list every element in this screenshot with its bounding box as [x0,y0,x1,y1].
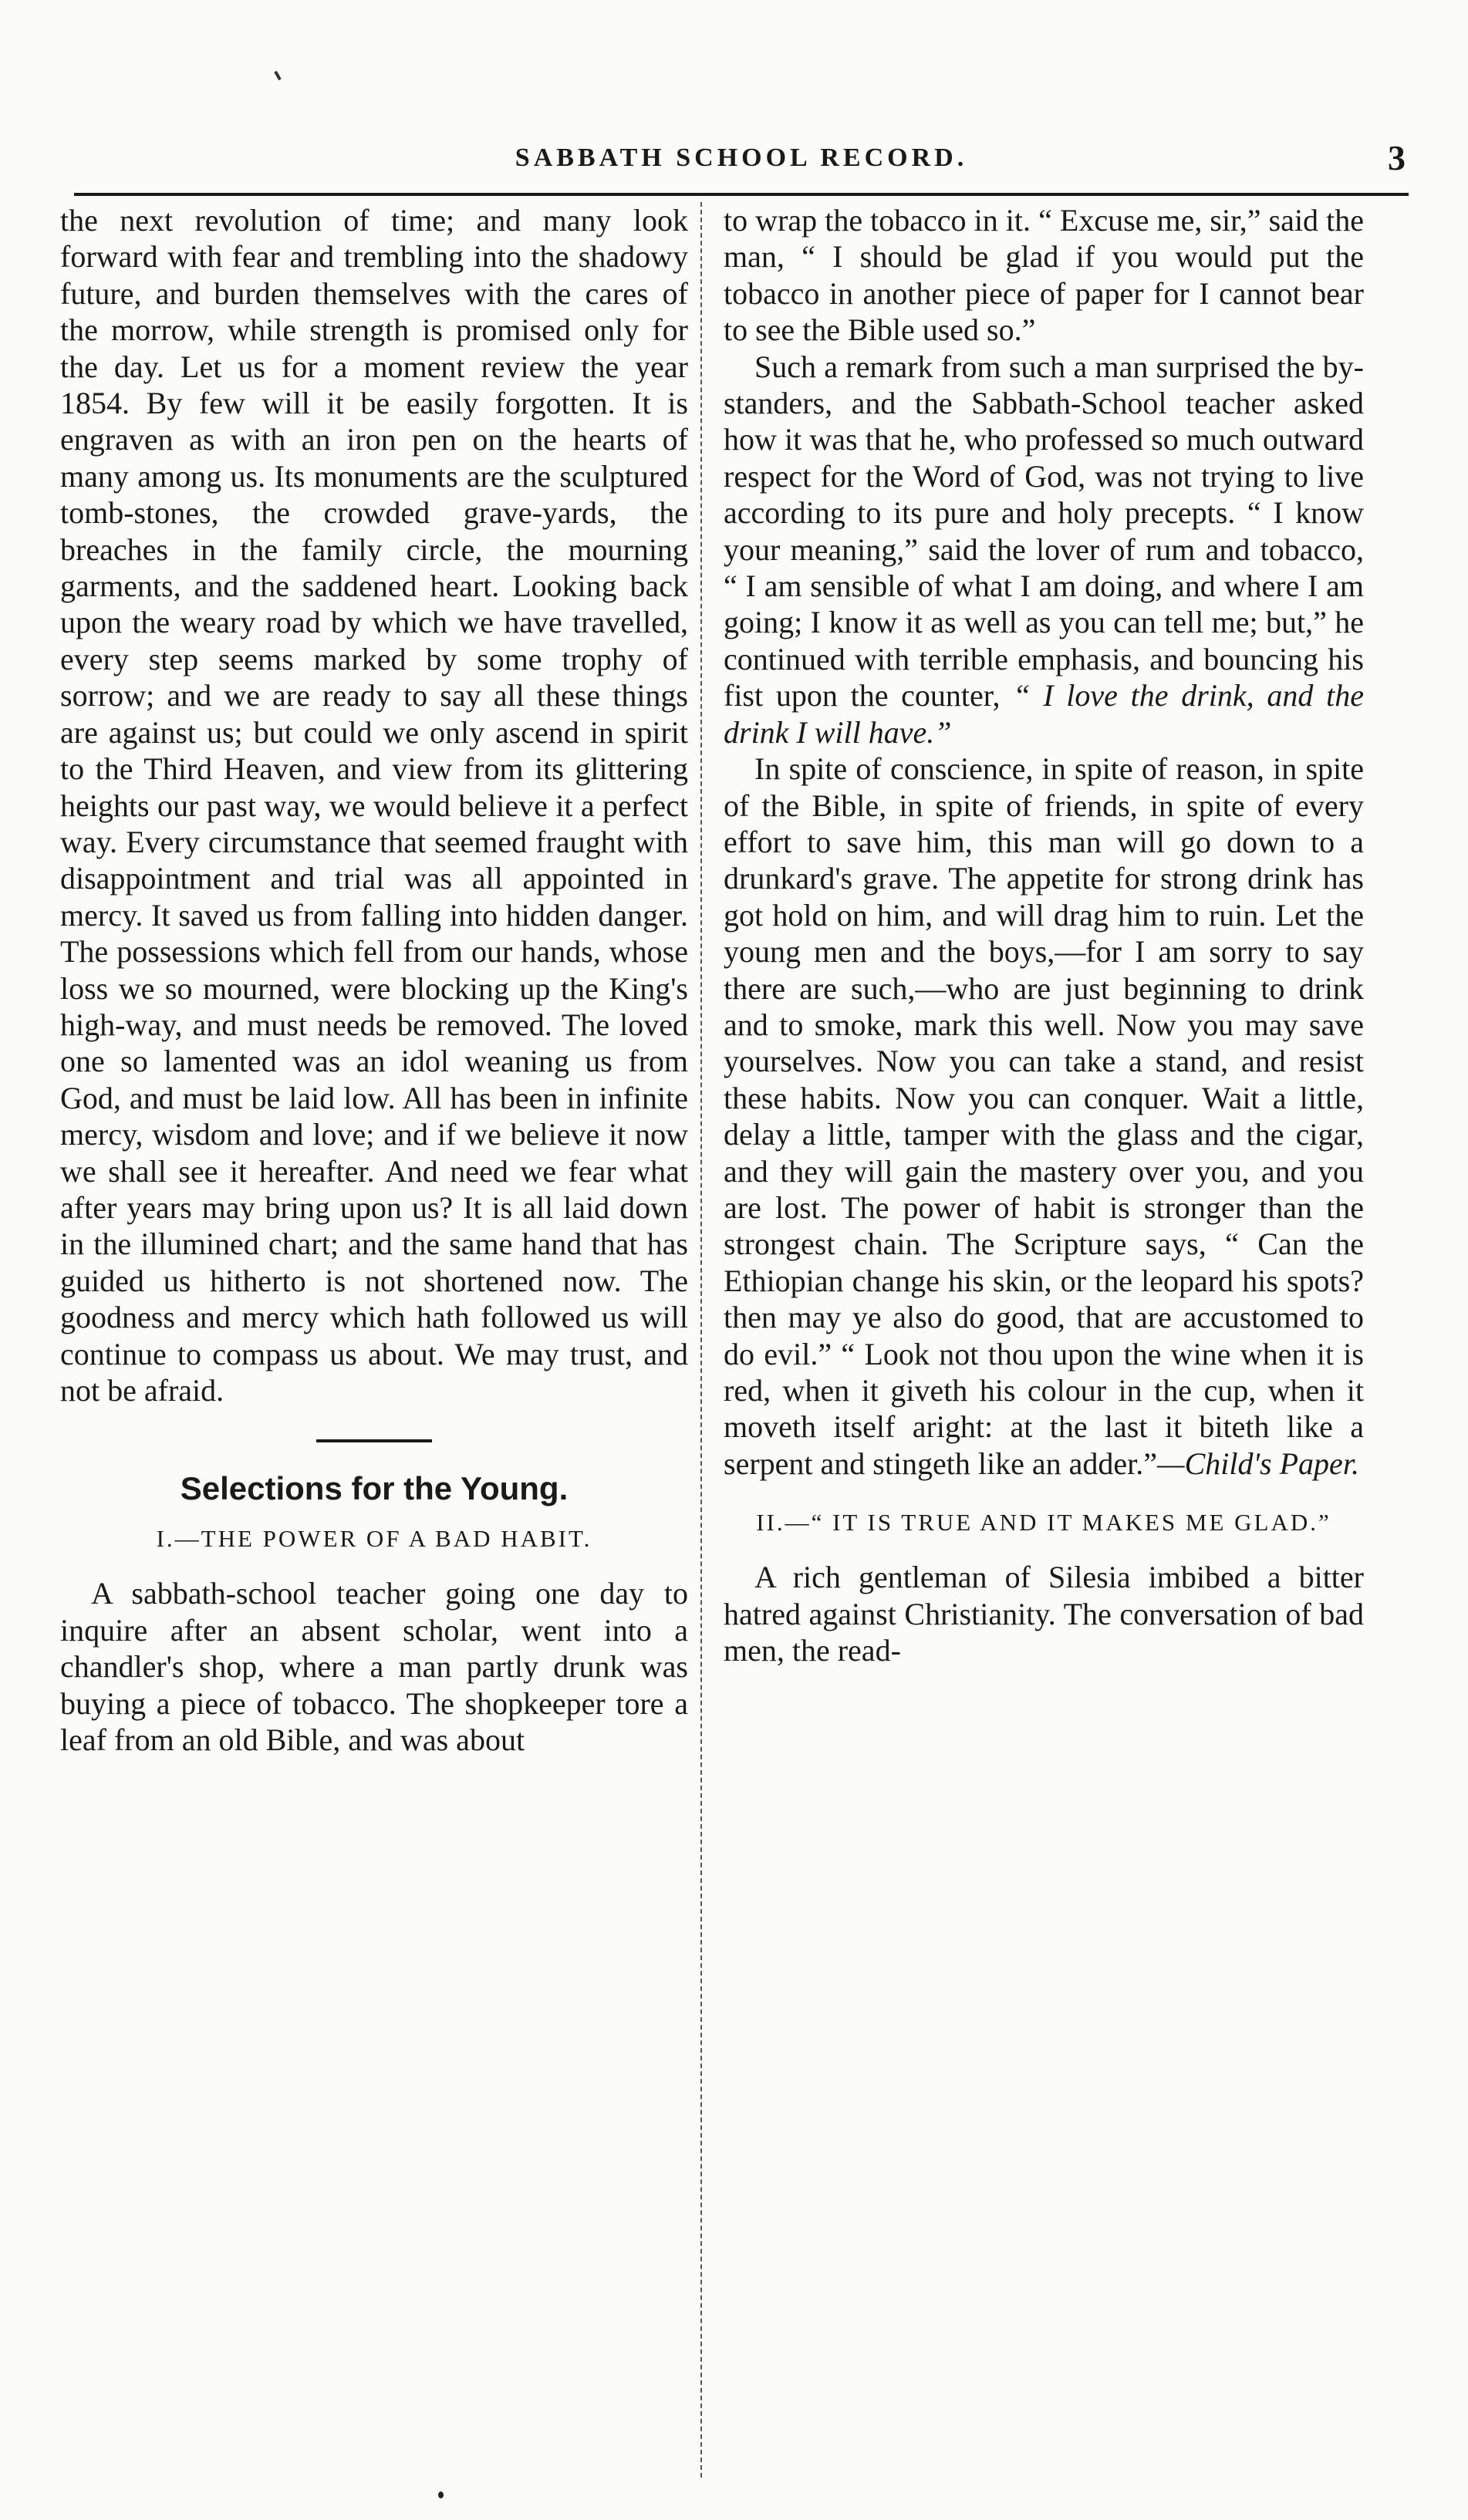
right-paragraph-remark [724,349,1364,751]
right-paragraph-silesia: A rich gentleman of Silesia imbibed a bitter hatred against Christianity. The conversation of bad men, the read- [724,1560,1364,1668]
left-paragraph-continued: the next revolution of time; and many look forward with fear and trembling into the shadowy future, and burden themselves with the cares of the morrow, while strength is promised only for the day. Let us for a moment review the year 1854. By few will it be easily forgotten. It is engraven as with an iron pen on the hearts of many among us. Its monuments are the sculptured tomb-stones, the crowded grave-yards, the breaches in the family circle, the mourning garments, and the saddened heart. Looking back upon the weary road by which we have travelled, every step seems marked by some trophy of sorrow; and we are ready to say all these things are against us; but could we only ascend in spirit to the Third Heaven, and view from its glittering heights our past way, we would believe it a perfect way. Every circumstance that seemed fraught with disappointment and trial was all appointed in mercy. It saved us from falling into hidden danger. The possessions which fell from our hands, whose loss we so mourned, were blocking up the King's high-way, and must needs be removed. The loved one so lamented was an idol weaning us from God, and must be laid low. All has been in infinite mercy, wisdom and love; and if we believe it now we shall see it hereafter. And need we fear what after years may bring upon us? It is all laid down in the illumined chart; and the same hand that has guided us hitherto is not shortened now. The goodness and mercy which hath followed us will continue to compass us about. We may trust, and not be afraid. [60,203,688,1408]
article-heading-bad-habit: I.—THE POWER OF A BAD HABIT. [156,1525,592,1553]
right-paragraph-conscience [724,751,1364,1482]
running-head [74,138,1409,190]
section-heading: Selections for the Young. [180,1470,569,1507]
running-title: SABBATH SCHOOL RECORD. [515,143,968,172]
source-credit: —Child's Paper. [1157,1446,1359,1481]
print-dot [438,2491,444,2498]
drink-quote: “ I love the drink, and the drink I will have.” [724,678,1364,750]
right-column [724,202,1364,1668]
left-column [60,202,688,1758]
column-divider [700,202,702,2478]
conscience-text: In spite of conscience, in spite of reason, in spite of the Bible, in spite of friends, in spite of every effort to save him, this man will go down to a drunkard's grave. The appetite for strong drink has got hold on him, and will drag him to ruin. Let the young men and the boys,—for I am sorry to say there are such,—who are just beginning to drink and to smoke, mark this well. Now you may save yourselves. Now you can take a stand, and resist these habits. Now you can conquer. Wait a little, delay a little, tamper with the glass and the cigar, and they will gain the mastery over you, and you are lost. The power of habit is stronger than the strongest chain. The Scripture says, “ Can the Ethiopian change his skin, or the leopard his spots? then may ye also do good, that are accustomed to do evil.” “ Look not thou upon the wine when it is red, when it giveth his colour in the cup, when it moveth itself aright: at the last it biteth like a serpent and stingeth like an adder.” [724,751,1364,1481]
page-number: 3 [1388,138,1406,177]
remark-text: Such a remark from such a man surprised the by-standers, and the Sabbath-School teacher asked how it was that he, who professed so much outward respect for the Word of God, was not trying to live according to its pure and holy precepts. “ I know your meaning,” said the lover of rum and tobacco, “ I am sensible of what I am doing, and where I am going; I know it as well as you can tell me; but,” he continued with terrible emphasis, and bouncing his fist upon the counter, [724,349,1364,713]
right-paragraph-continued: to wrap the tobacco in it. “ Excuse me, sir,” said the man, “ I should be glad if you would put the tobacco in another piece of paper for I cannot bear to see the Bible used so.” [724,203,1364,348]
header-rule [74,193,1409,196]
left-paragraph-teacher: A sabbath-school teacher going one day to inquire after an absent scholar, went into a chandler's shop, where a man partly drunk was buying a piece of tobacco. The shopkeeper tore a leaf from an old Bible, and was about [60,1576,688,1758]
article-heading-true-glad: II.—“ IT IS TRUE AND IT MAKES ME GLAD.” [756,1509,1331,1537]
print-mark [274,71,281,80]
section-divider [316,1439,432,1442]
